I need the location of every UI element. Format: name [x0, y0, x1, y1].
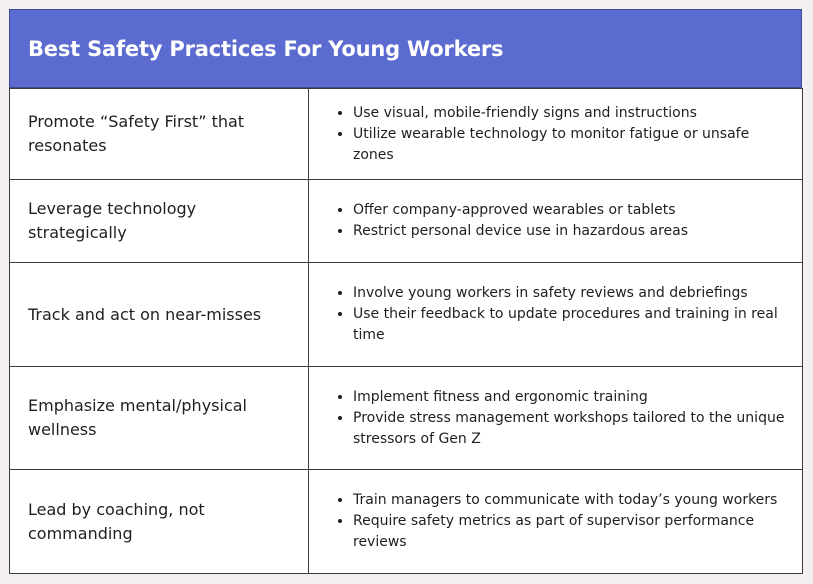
- table-row: [10, 367, 803, 470]
- action-item: • Train managers to communicate with today’s young workers: [353, 490, 786, 511]
- action-item: • Implement fitness and ergonomic training: [353, 387, 786, 408]
- action-list: [335, 200, 786, 242]
- table-row: [10, 89, 803, 180]
- action-list: [335, 490, 786, 553]
- action-item: • Provide stress management workshops tailored to the unique stressors of Gen Z: [353, 408, 786, 450]
- practice-cell: Leverage technology strategically: [10, 180, 309, 263]
- action-list: [335, 283, 786, 346]
- action-item: • Involve young workers in safety reviews and debriefings: [353, 283, 786, 304]
- action-list: [335, 103, 786, 166]
- practice-cell: Lead by coaching, not commanding: [10, 470, 309, 574]
- action-item: • Require safety metrics as part of supervisor performance reviews: [353, 511, 786, 553]
- action-item: • Use visual, mobile-friendly signs and instructions: [353, 103, 786, 124]
- practice-cell: Emphasize mental/physical wellness: [10, 367, 309, 470]
- action-item: • Use their feedback to update procedures and training in real time: [353, 304, 786, 346]
- action-item: • Offer company-approved wearables or tablets: [353, 200, 786, 221]
- page-title: Best Safety Practices For Young Workers: [28, 36, 504, 61]
- table-row: [10, 263, 803, 367]
- practice-cell: Promote “Safety First” that resonates: [10, 89, 309, 180]
- table-row: [10, 180, 803, 263]
- table-row: [10, 470, 803, 574]
- safety-practices-card: [9, 9, 802, 573]
- actions-cell: [309, 89, 803, 180]
- actions-cell: [309, 180, 803, 263]
- actions-cell: [309, 470, 803, 574]
- action-list: [335, 387, 786, 450]
- practices-table: [9, 88, 803, 574]
- actions-cell: [309, 367, 803, 470]
- action-item: • Restrict personal device use in hazardous areas: [353, 221, 786, 242]
- practice-cell: Track and act on near-misses: [10, 263, 309, 367]
- actions-cell: [309, 263, 803, 367]
- action-item: • Utilize wearable technology to monitor fatigue or unsafe zones: [353, 124, 786, 166]
- table-header: [9, 9, 802, 88]
